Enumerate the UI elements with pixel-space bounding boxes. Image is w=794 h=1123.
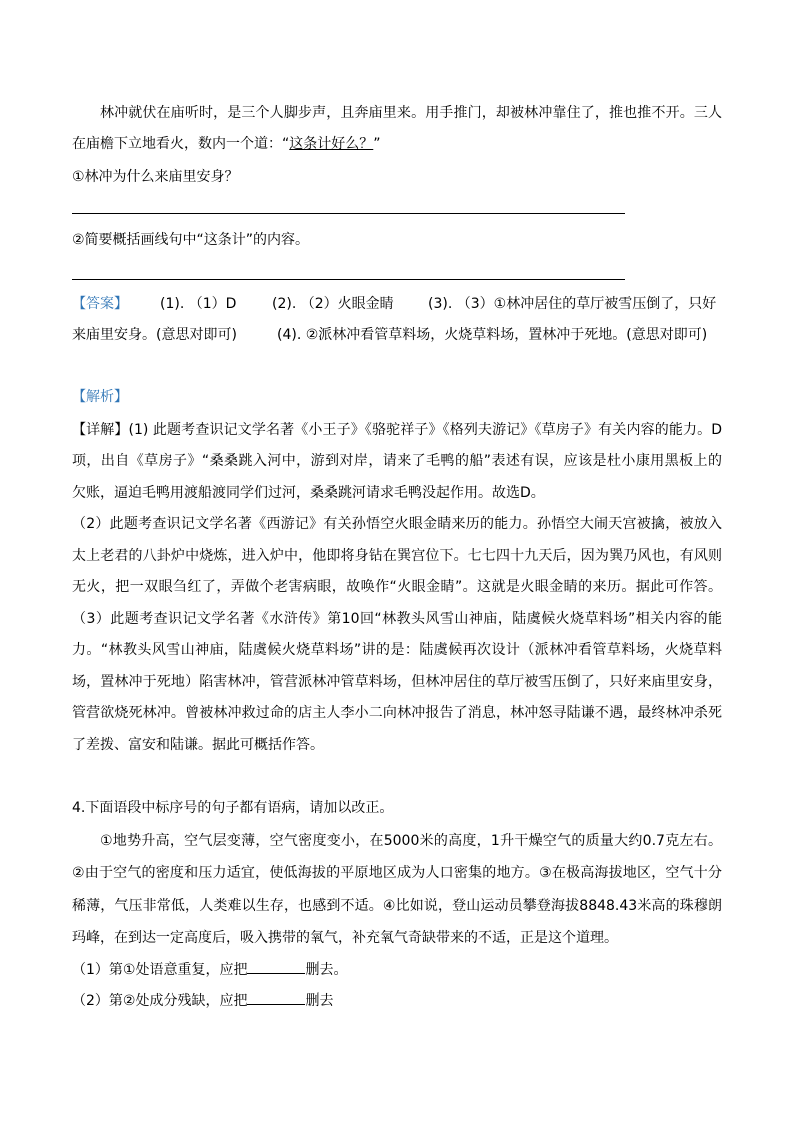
answer-line: [72, 324, 722, 346]
fill-blank[interactable]: [247, 990, 305, 1005]
answer-line: [72, 293, 722, 315]
analysis-line: 场，置林冲于死地）陷害林冲，管营派林冲管草料场，但林冲居住的草厅被雪压倒了，只好来庙里安身，: [72, 674, 722, 690]
analysis-line: （2）此题考查识记文学名著《西游记》有关孙悟空火眼金睛来历的能力。孙悟空大闹天宫被擒，被放入: [72, 516, 722, 532]
question-4-title: 4.下面语段中标序号的句子都有语病，请加以改正。: [72, 800, 394, 816]
sub-question-text: （1）第①处语意重复，应把: [72, 962, 248, 978]
fill-blank[interactable]: [247, 959, 305, 974]
answer-line-1[interactable]: [72, 213, 625, 214]
sub-question-text: 删去。: [305, 962, 348, 978]
passage-line: 林冲就伏在庙听时，是三个人脚步声，且奔庙里来。用手推门，却被林冲靠住了，推也推不开。三人: [100, 105, 722, 121]
passage-text: 在庙檐下立地看火，数内一个道：“: [72, 136, 290, 152]
sub-question-text: （2）第②处成分残缺，应把: [72, 993, 248, 1009]
question-4-line: 稀薄，气压非常低，人类难以生存，也感到不适。④比如说，登山运动员攀登海拔8848.43米高的珠穆朗: [72, 898, 722, 914]
analysis-line: 无火，把一双眼刍红了，弄做个老害病眼，故唤作“火眼金睛”。这就是火眼金睛的来历。据此可作答。: [72, 579, 722, 595]
analysis-line: 欠账，逼迫毛鸭用渡船渡同学们过河，桑桑跳河请求毛鸭没起作用。故选D。: [72, 485, 545, 501]
answer-part: (3). （3）①林冲居住的草厅被雪压倒了，只好: [428, 296, 717, 312]
passage-text: ”: [373, 136, 381, 152]
analysis-line: 太上老君的八卦炉中烧炼，进入炉中，他即将身钻在巽宫位下。七七四十九天后，因为巽乃风也，有风则: [72, 548, 722, 564]
analysis-line: 项，出自《草房子》“桑桑跳入河中，游到对岸，请来了毛鸭的船”表述有误，应该是杜小康用黑板上的: [72, 453, 722, 469]
sub-question-1: [72, 959, 722, 981]
answer-label: 【答案】: [72, 296, 128, 312]
analysis-line: 了差拨、富安和陆谦。据此可概括作答。: [72, 737, 324, 753]
analysis-line: （3）此题考查识记文学名著《水浒传》第10回“林教头风雪山神庙，陆虞候火烧草料场”相关内容的能: [72, 611, 722, 627]
sub-question-text: 删去: [305, 993, 334, 1009]
question-1: ①林冲为什么来庙里安身？: [72, 169, 239, 185]
sub-question-2: [72, 990, 722, 1012]
answer-part: 来庙里安身。(意思对即可): [72, 327, 237, 343]
answer-part: (1). （1）D: [160, 296, 237, 312]
answer-part: (4). ②派林冲看管草料场，火烧草料场，置林冲于死地。(意思对即可): [277, 327, 708, 343]
analysis-label: 【解析】: [72, 389, 128, 405]
analysis-line: 力。“林教头风雪山神庙，陆虞候火烧草料场”讲的是：陆虞候再次设计（派林冲看管草料场，火烧草料: [72, 642, 722, 658]
answer-part: (2). （2）火眼金睛: [272, 296, 394, 312]
analysis-line: 【详解】(1) 此题考查识记文学名著《小王子》《骆驼祥子》《格列夫游记》《草房子》有关内容的能力。D: [72, 422, 722, 438]
question-4-line: ②由于空气的密度和压力适宜，使低海拔的平原地区成为人口密集的地方。③在极高海拔地区，空气十分: [72, 865, 722, 881]
question-4-line: ①地势升高，空气层变薄，空气密度变小，在5000米的高度，1升干燥空气的质量大约0.7克左右。: [100, 833, 722, 849]
answer-line-2[interactable]: [72, 279, 625, 280]
question-4-line: 玛峰，在到达一定高度后，吸入携带的氧气，补充氧气奇缺带来的不适，正是这个道理。: [72, 930, 618, 946]
passage-line: [72, 133, 722, 155]
question-2: ②简要概括画线句中“这条计”的内容。: [72, 232, 310, 248]
underlined-sentence: 这条计好么？: [289, 136, 374, 152]
analysis-line: 管营欲烧死林冲。曾被林冲救过命的店主人李小二向林冲报告了消息，林冲怒寻陆谦不遇，最终林冲杀死: [72, 705, 722, 721]
